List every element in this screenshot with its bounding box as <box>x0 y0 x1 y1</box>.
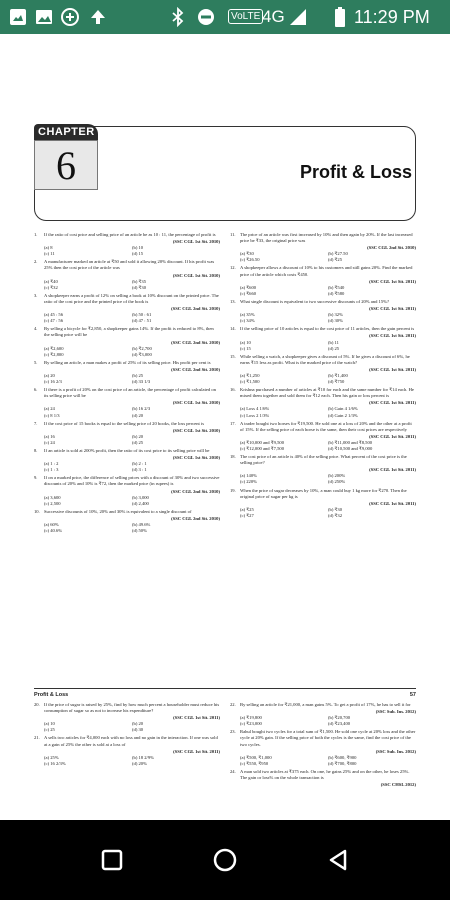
answer-option: (b) ₹20,700 <box>328 715 351 721</box>
question-item <box>230 488 416 519</box>
answer-option: (d) 2,400 <box>132 500 149 506</box>
answer-options <box>230 473 416 485</box>
question-source: (SSC CGL 1st Sit. 2011) <box>369 433 416 439</box>
answer-option: (a) ₹600 <box>240 284 257 290</box>
question-text: The price of an article was first increased by 10% and then again by 20%. If the last increased price be ₹33, the original price was <box>240 232 413 244</box>
question-number: 20. <box>34 702 40 707</box>
answer-option: (a) 8 <box>44 245 53 251</box>
answer-option: (c) 8 1/3 <box>44 412 60 418</box>
question-text: If the price of sugar is raised by 25%, find by how much percent a householder must reduce his consumption of sugar so as not to increase his expenditure? <box>44 702 220 714</box>
right-question-column <box>230 232 416 646</box>
circle-icon <box>212 847 238 873</box>
answer-option: (c) 40.6% <box>44 528 63 534</box>
question-source: (SSC Sub. Ins. 2012) <box>375 709 416 715</box>
question-source: (SSC CGL 2nd Sit. 2010) <box>171 306 220 312</box>
answer-option: (d) 250% <box>328 479 346 485</box>
answer-options <box>34 406 220 418</box>
answer-option: (a) ₹30 <box>240 251 254 257</box>
answer-options <box>34 346 220 358</box>
answer-option: (d) 20% <box>132 760 147 766</box>
volte-badge: VoLTE <box>228 9 263 24</box>
question-item <box>34 293 220 324</box>
answer-options <box>230 755 416 767</box>
question-source: (SSC CGL 1st Sit. 2011) <box>369 400 416 406</box>
answer-option: (a) 10 <box>44 721 55 727</box>
answer-option: (b) 49.6% <box>132 522 151 528</box>
answer-options <box>34 495 220 507</box>
answer-option: (c) ₹32 <box>44 284 58 290</box>
question-source: (SSC CGL 1st Sit. 2011) <box>369 366 416 372</box>
answer-option: (d) ₹32 <box>328 512 343 518</box>
question-text: Rahul bought two cycles for a total sum of ₹1,500. He sold one cycle at 20% loss and the other cycle at 20% gain. If the selling price of both the cycles is the same, find the cost price of the two cycles. <box>240 729 416 747</box>
answer-options <box>230 507 416 519</box>
answer-option: (a) ₹2,600 <box>44 345 64 351</box>
question-number: 13. <box>230 298 236 304</box>
question-item <box>230 354 416 385</box>
question-number: 18. <box>230 454 236 460</box>
answer-option: (d) 33 1/3 <box>132 379 151 385</box>
answer-options <box>230 440 416 452</box>
question-source: (SSC CGL 1st Sit. 2010) <box>172 272 220 278</box>
triangle-back-icon <box>327 848 349 872</box>
battery-icon <box>330 7 350 27</box>
question-text: Krishna purchased a number of articles at ₹10 for each and the same number for ₹14 each. He mixed them together and sold them for ₹12 each. Then his gain or loss percent is <box>240 387 414 399</box>
question-source: (SSC CGL 2nd Sit. 2010) <box>171 366 220 372</box>
answer-option: (b) 50 : 61 <box>132 312 152 318</box>
answer-option: (b) 2 : 1 <box>132 461 147 467</box>
answer-option: (c) 11 <box>44 251 55 257</box>
answer-option: (a) 25% <box>44 754 59 760</box>
question-text: The cost price of an article is 40% of the selling price. What percent of the cost price is the selling price? <box>240 454 407 466</box>
question-item <box>230 299 416 324</box>
answer-options <box>230 251 416 263</box>
question-item <box>34 702 220 733</box>
answer-option: (d) 47 : 51 <box>132 318 152 324</box>
answer-option: (b) 18 2/9% <box>132 754 154 760</box>
question-item <box>230 232 416 263</box>
question-number: 16. <box>230 387 236 393</box>
recent-apps-button[interactable] <box>94 842 130 878</box>
answer-option: (d) ₹750 <box>328 379 345 385</box>
answer-option: (b) ₹27.50 <box>328 251 348 257</box>
question-source: (SSC CGL 2nd Sit. 2010) <box>367 245 416 251</box>
chapter-number: 6 <box>34 140 98 190</box>
answer-option: (b) 32% <box>328 312 343 318</box>
answer-options <box>230 373 416 385</box>
answer-option: (b) Gain 4 1/6% <box>328 406 358 412</box>
question-number: 12. <box>230 265 236 271</box>
answer-option: (a) 45 : 56 <box>44 312 64 318</box>
answer-option: (a) 1 : 2 <box>44 461 59 467</box>
chapter-label: CHAPTER <box>34 124 98 140</box>
question-source: (SSC CGL 1st Sit. 2011) <box>369 333 416 339</box>
question-item <box>34 387 220 418</box>
answer-option: (a) 140% <box>240 473 257 479</box>
chapter-title: Profit & Loss <box>299 162 412 182</box>
answer-option: (c) ₹12,000 and ₹7,500 <box>240 446 284 451</box>
upload-icon <box>88 7 108 27</box>
answer-option: (c) 1 : 3 <box>44 467 59 473</box>
answer-options <box>230 312 416 324</box>
question-number: 19. <box>230 487 236 493</box>
question-item <box>230 702 416 727</box>
answer-options <box>230 406 416 418</box>
answer-option: (a) ₹40 <box>44 278 58 284</box>
answer-options <box>34 721 220 733</box>
question-source: (SSC CGL 2nd Sit. 2010) <box>171 339 220 345</box>
answer-option: (b) 25 <box>132 372 144 378</box>
answer-option: (b) ₹35 <box>132 278 147 284</box>
answer-option: (d) ₹580 <box>328 290 345 296</box>
question-item <box>34 259 220 290</box>
answer-option: (a) ₹10,000 and ₹9,500 <box>240 439 284 445</box>
question-number: 10. <box>34 508 40 514</box>
answer-option: (c) ₹550, ₹950 <box>240 760 269 766</box>
answer-option: (a) 60% <box>44 522 59 528</box>
question-text: If the cost price of 15 books is equal to the selling price of 20 books, the loss percent is <box>44 420 204 426</box>
question-text: If the ratio of cost price and selling price of an article be as 10 : 11, the percentage of profit is <box>44 232 216 237</box>
signal-icon <box>288 7 308 27</box>
question-source: (SSC CGL 2nd Sit. 2010) <box>171 488 220 494</box>
navigation-bar <box>0 820 450 900</box>
question-item <box>34 326 220 357</box>
question-item <box>230 421 416 452</box>
question-number: 6. <box>34 387 38 393</box>
question-text: While selling a watch, a shopkeeper gives a discount of 5%. If he gives a discount of 6%, he earns ₹15 less as profit. What is the marked price of the watch? <box>240 353 410 365</box>
question-number: 5. <box>34 359 38 365</box>
answer-options <box>34 312 220 324</box>
question-item <box>230 729 416 767</box>
home-button[interactable] <box>207 842 243 878</box>
question-item <box>230 769 416 788</box>
question-number: 14. <box>230 326 236 332</box>
image-icon <box>34 7 54 27</box>
answer-option: (a) 20 <box>44 372 55 378</box>
answer-option: (c) ₹27 <box>240 512 254 518</box>
answer-option: (d) ₹3,000 <box>132 351 152 357</box>
question-source: (SSC CGL 2nd Sit. 2010) <box>171 515 220 521</box>
question-text: A man sold two articles at ₹375 each. On one, he gains 25% and on the other, he loses 25%. The gain or loss% on the whole transaction is <box>240 768 410 781</box>
answer-option: (c) 24 <box>44 439 55 445</box>
do-not-disturb-icon <box>196 7 216 27</box>
question-item <box>230 387 416 418</box>
answer-options <box>230 285 416 297</box>
answer-option: (a) ₹25 <box>240 506 254 512</box>
answer-option: (d) 30% <box>328 318 343 324</box>
question-text: When the price of sugar decreases by 10%, a man could buy 1 kg more for ₹270. Then the original price of sugar per kg is <box>240 487 407 499</box>
question-number: 3. <box>34 292 38 298</box>
answer-options <box>230 715 416 727</box>
question-number: 8. <box>34 448 38 453</box>
question-text: A shopkeeper allows a discount of 10% to his customers and still gains 20%. Find the marked price of the article which costs ₹450. <box>240 265 413 277</box>
question-item <box>230 326 416 351</box>
answer-option: (c) 2,500 <box>44 500 61 506</box>
question-text: A shopkeeper earns a profit of 12% on selling a book at 10% discount on the printed price. The ratio of the cost price and the printed price of the book is <box>44 292 219 304</box>
question-number: 23. <box>230 729 236 735</box>
answer-option: (d) 30 <box>132 727 144 733</box>
question-source: (SSC CHSL 2012) <box>380 782 416 788</box>
document-page[interactable] <box>0 34 450 820</box>
answer-option: (a) 16 <box>44 433 55 439</box>
answer-option: (b) ₹1,400 <box>328 372 348 378</box>
question-item <box>34 448 220 473</box>
answer-option: (c) ₹1,500 <box>240 379 260 385</box>
question-text: A manufacturer marked an article at ₹50 and sold it allowing 20% discount. If his profit was 25% then the cost price of the article was <box>44 259 215 271</box>
question-number: 7. <box>34 420 38 426</box>
question-text: A trader bought two horses for ₹19,500. He sold one at a loss of 20% and the other at a profit of 15%. If the selling price of each horse is the same, then their cost prices are respectively <box>240 420 412 432</box>
answer-option: (d) ₹30 <box>132 284 147 290</box>
question-text: By selling an article for ₹21,000, a man gains 5%. To get a profit of 17%, he has to sell it for <box>240 702 411 707</box>
question-number: 17. <box>230 420 236 426</box>
back-button[interactable] <box>320 842 356 878</box>
question-number: 21. <box>34 735 40 741</box>
answer-option: (b) ₹2,700 <box>132 345 152 351</box>
answer-option: (a) ₹500, ₹1,000 <box>240 754 272 760</box>
answer-options <box>34 245 220 257</box>
answer-option: (b) 3,000 <box>132 494 149 500</box>
answer-option: (c) Loss 2 1/3% <box>240 412 270 418</box>
answer-option: (a) ₹1,250 <box>240 372 260 378</box>
question-source: (SSC CGL 1st Sit. 2010) <box>172 400 220 406</box>
gallery-icon <box>8 7 28 27</box>
question-text: By selling a bicycle for ₹2,850, a shopkeeper gains 14%. If the profit is reduced to 8%, then the selling price will be <box>44 326 214 338</box>
question-text: By selling an article, a man makes a profit of 25% of its selling price. His profit per cent is <box>44 359 211 365</box>
answer-option: (d) Gain 2 1/3% <box>328 412 358 418</box>
answer-option: (b) 10 <box>132 245 144 251</box>
answer-option: (b) 11 <box>328 339 339 345</box>
question-source: (SSC CGL 1st Sit. 2010) <box>172 427 220 433</box>
question-source: (SSC CGL 1st Sit. 2011) <box>369 500 416 506</box>
vpn-icon <box>60 7 80 27</box>
answer-options <box>230 340 416 352</box>
question-source: (SSC CGL 1st Sit. 2011) <box>369 467 416 473</box>
answer-option: (b) ₹540 <box>328 284 345 290</box>
answer-option: (d) 20 <box>132 412 144 418</box>
answer-options <box>34 434 220 446</box>
question-text: If on a marked price, the difference of selling prices with a discount of 30% and two successive discounts of 20% and 10% is ₹72, then the marked price (in rupees) is <box>44 475 220 487</box>
network-type: 4G <box>262 7 285 26</box>
question-number: 4. <box>34 326 38 332</box>
answer-option: (d) ₹10,500 and ₹9,000 <box>328 446 373 451</box>
answer-option: (b) 16 2/3 <box>132 406 151 412</box>
question-text: If an article is sold at 200% profit, then the ratio of its cost price to its selling price will be <box>44 448 210 453</box>
question-text: What single discount is equivalent to two successive discounts of 20% and 15%? <box>240 298 390 304</box>
question-text: Successive discounts of 10%, 20% and 30% is equivalent to a single discount of <box>44 508 192 514</box>
answer-option: (a) 35% <box>240 312 255 318</box>
answer-options <box>34 755 220 767</box>
question-item <box>230 265 416 296</box>
question-source: (SSC CGL 1st Sit. 2011) <box>173 748 220 754</box>
answer-options <box>34 373 220 385</box>
question-source: (SSC Sub. Ins. 2012) <box>375 748 416 754</box>
page-divider <box>34 688 416 689</box>
answer-option: (c) 47 : 56 <box>44 318 64 324</box>
answer-option: (d) ₹700, ₹800 <box>328 760 357 766</box>
question-source: (SSC CGL 1st Sit. 2011) <box>369 306 416 312</box>
question-item <box>34 509 220 534</box>
answer-option: (d) 25 <box>328 345 340 351</box>
question-source: (SSC CGL 1st Sit. 2010) <box>172 239 220 245</box>
answer-option: (b) 20 <box>132 433 144 439</box>
answer-options <box>34 461 220 473</box>
footer-section-title: Profit & Loss <box>34 692 69 698</box>
question-item <box>230 454 416 485</box>
answer-option: (c) 25 <box>44 727 55 733</box>
question-item <box>34 421 220 446</box>
question-text: If there is a profit of 20% on the cost price of an article, the percentage of profit calculated on its selling price will be <box>44 387 216 399</box>
answer-option: (c) 16 2/3% <box>44 760 66 766</box>
question-item <box>34 735 220 766</box>
answer-option: (d) ₹25 <box>328 257 343 263</box>
question-text: A sells two articles for ₹4,000 each with no loss and no gain in the interaction. If one was sold at a gain of 25% the other is sold at a loss of <box>44 735 218 747</box>
question-number: 24. <box>230 768 236 774</box>
answer-option: (b) 200% <box>328 473 346 479</box>
question-number: 2. <box>34 259 38 265</box>
answer-option: (a) 3,600 <box>44 494 61 500</box>
bluetooth-icon <box>168 7 188 27</box>
question-number: 22. <box>230 702 236 707</box>
answer-options <box>34 279 220 291</box>
answer-option: (d) 3 : 1 <box>132 467 147 473</box>
status-bar <box>0 0 450 34</box>
question-number: 9. <box>34 475 38 481</box>
answer-option: (c) 15 <box>240 345 251 351</box>
question-source: (SSC CGL 1st Sit. 2010) <box>172 455 220 461</box>
answer-option: (c) 16 2/3 <box>44 379 62 385</box>
answer-option: (d) 15 <box>132 251 144 257</box>
answer-option: (a) ₹19,800 <box>240 715 262 721</box>
footer-page-number: 57 <box>409 692 416 698</box>
question-number: 1. <box>34 232 38 237</box>
question-item <box>34 232 220 257</box>
answer-option: (c) 34% <box>240 318 255 324</box>
answer-option: (a) 10 <box>240 339 251 345</box>
clock: 11:29 PM <box>354 7 430 27</box>
question-item <box>34 360 220 385</box>
answer-option: (c) ₹2,800 <box>44 351 64 357</box>
question-item <box>34 475 220 506</box>
question-source: (SSC CGL 1st Sit. 2011) <box>173 715 220 721</box>
left-question-column <box>34 232 220 646</box>
answer-options <box>34 522 220 534</box>
bottom-left-question-column <box>34 702 220 820</box>
answer-option: (a) Loss 4 1/6% <box>240 406 270 412</box>
answer-option: (a) 24 <box>44 406 55 412</box>
answer-option: (b) ₹30 <box>328 506 343 512</box>
answer-option: (c) ₹26.50 <box>240 257 260 263</box>
question-number: 15. <box>230 353 236 359</box>
answer-option: (b) ₹600, ₹900 <box>328 754 357 760</box>
answer-option: (d) 50% <box>132 528 147 534</box>
answer-option: (d) 25 <box>132 439 144 445</box>
answer-option: (d) ₹23,400 <box>328 721 351 727</box>
answer-option: (b) ₹11,000 and ₹8,500 <box>328 439 373 445</box>
answer-option: (b) 20 <box>132 721 144 727</box>
square-icon <box>101 849 123 871</box>
answer-option: (c) 220% <box>240 479 257 485</box>
question-number: 11. <box>230 232 236 237</box>
answer-option: (c) ₹660 <box>240 290 257 296</box>
answer-option: (c) ₹23,000 <box>240 721 262 727</box>
question-source: (SSC CGL 1st Sit. 2011) <box>369 278 416 284</box>
question-text: If the selling price of 10 articles is equal to the cost price of 11 articles, then the gain percent is <box>240 326 415 332</box>
bottom-right-question-column <box>230 702 416 820</box>
